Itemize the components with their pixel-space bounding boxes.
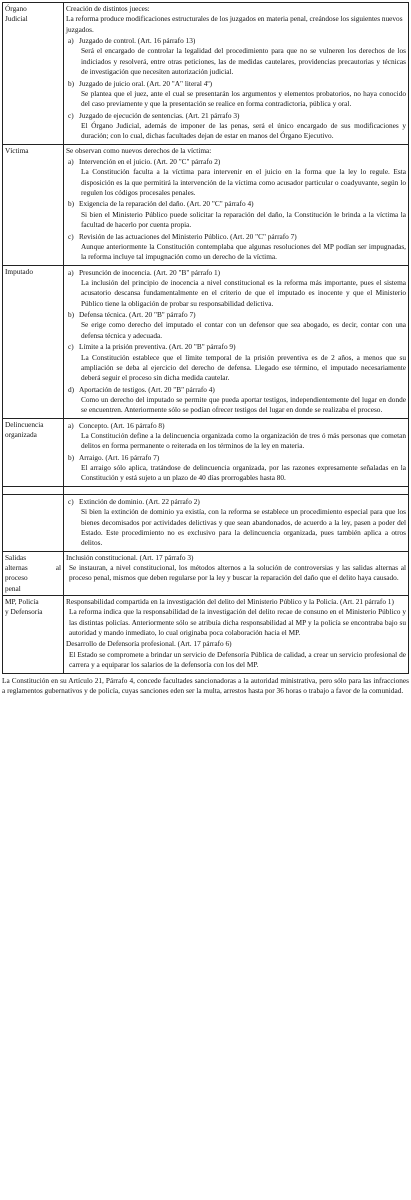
row-category-label: penal <box>5 583 21 593</box>
gap-cell <box>64 486 409 494</box>
list-item <box>66 310 406 320</box>
list-item-marker: a) <box>68 157 74 167</box>
row-category-label: Judicial <box>5 14 28 24</box>
list-item <box>66 342 406 352</box>
list-item <box>66 232 406 242</box>
list-item-marker: b) <box>68 310 75 320</box>
list-item <box>66 157 406 167</box>
subsection-title: Responsabilidad compartida en la investigación del delito del Ministerio Público y la Policía. (Art. 21 párrafo 1) <box>66 597 394 607</box>
list-item-title: Arraigo. (Art. 16 párrafo 7) <box>79 452 160 462</box>
list-item-title: Juzgado de control. (Art. 16 párrafo 13) <box>79 36 196 46</box>
footnote: La Constitución en su Artículo 21, Párrafo 4, concede facultades sancionadoras a la autoridad ministrativa, pero sólo para las infracciones a reglamentos gubernativos y de policía, cuyas sanciones eden ser la multa, arrestos hasta por 36 horas o trabajo a favor de la comunidad. <box>2 675 409 695</box>
row-content-cell <box>64 551 409 595</box>
list-item-title: Juzgado de juicio oral. (Art. 20 "A" literal 4º) <box>79 78 213 88</box>
list-item <box>66 268 406 278</box>
reform-table-body <box>3 3 409 674</box>
list-item-title: Aportación de testigos. (Art. 20 "B" párrafo 4) <box>79 384 215 394</box>
row-category-cell <box>3 144 64 265</box>
row-content-cell <box>64 265 409 418</box>
row-content-cell <box>64 494 409 551</box>
list-item <box>66 111 406 121</box>
list-item-description: La Constitución faculta a la víctima para intervenir en el juicio en la forma que la ley lo regule. Esta disposición es la que permitirá la intervención de la víctima como acusador particular o coadyuvante, según lo regulen los códigos procesales penales. <box>81 167 406 198</box>
row-category-label: alternas al <box>5 562 61 572</box>
list-item-description: Será el encargado de controlar la legalidad del procedimiento para que no se vulneren los derechos de los indiciados y resolverá, entre otras peticiones, las de medidas cautelares, providencias precautorias y técnicas de investigación que necesiten autorización judicial. <box>81 46 406 77</box>
list-item-title: Exigencia de la reparación del daño. (Art. 20 "C" párrafo 4) <box>79 199 254 209</box>
table-row <box>3 418 409 486</box>
list-item-marker: a) <box>68 36 74 46</box>
list-item-marker: b) <box>68 199 75 209</box>
gap-cell <box>3 486 64 494</box>
row-category-label: organizada <box>5 430 37 440</box>
list-item <box>66 36 406 46</box>
row-category-label: Órgano <box>5 4 27 13</box>
list-item <box>66 453 406 463</box>
list-item-marker: c) <box>68 496 74 506</box>
table-gap <box>3 486 409 494</box>
row-category-label: proceso <box>5 573 28 583</box>
list-item-marker: c) <box>68 110 74 120</box>
list-item <box>66 79 406 89</box>
list-item-title: Intervención en el juicio. (Art. 20 "C" párrafo 2) <box>79 157 221 167</box>
row-content-cell <box>64 596 409 674</box>
list-item-marker: c) <box>68 231 74 241</box>
list-item-description: Se erige como derecho del imputado el contar con un defensor que sea abogado, es decir, contar con una defensa técnica y adecuada. <box>81 320 406 340</box>
list-item-title: Revisión de las actuaciones del Ministerio Público. (Art. 20 "C" párrafo 7) <box>79 231 297 241</box>
row-category-label: y Defensoría <box>5 607 43 617</box>
row-category-label: Imputado <box>5 266 33 276</box>
row-category-cell <box>3 596 64 674</box>
row-heading: Se observan como nuevos derechos de la víctima: <box>66 145 212 155</box>
list-item-title: Límite a la prisión preventiva. (Art. 20 "B" párrafo 9) <box>79 342 236 352</box>
row-heading: Creación de distintos jueces: <box>66 4 150 13</box>
table-row <box>3 3 409 145</box>
list-item-marker: d) <box>68 384 75 394</box>
row-category-cell <box>3 494 64 551</box>
list-item-marker: a) <box>68 267 74 277</box>
row-category-cell <box>3 3 64 145</box>
row-content-cell <box>64 418 409 486</box>
table-row <box>3 596 409 674</box>
subsection-description: El Estado se compromete a brindar un servicio de Defensoría Pública de calidad, a crear un servicio profesional de carrera y a equiparar los salarios de la defensoría con los del MP. <box>69 649 406 670</box>
table-row <box>3 144 409 265</box>
subsection-description: Se instauran, a nivel constitucional, los métodos alternos a la solución de controversias y las salidas alternas al proceso penal, mismos que deben regularse por la ley y buscar la reparación del daño que el delito haya causado. <box>69 562 406 583</box>
list-item-marker: b) <box>68 78 75 88</box>
list-item-description: La Constitución define a la delincuencia organizada como la organización de tres ó más personas que cometan delitos en forma permanente o reiterada en los términos de la ley en materia. <box>81 431 406 451</box>
list-item-title: Extinción de dominio. (Art. 22 párrafo 2) <box>79 496 200 506</box>
list-item <box>66 421 406 431</box>
list-item-description: El arraigo sólo aplica, tratándose de delincuencia organizada, por las razones expresamente señaladas en la Constitución y está sujeto a un plazo de 40 días prorrogables hasta 80. <box>81 463 406 483</box>
row-category-cell <box>3 265 64 418</box>
row-content-cell <box>64 3 409 145</box>
subsection-description: La reforma indica que la responsabilidad de la investigación del delito recae de consuno en el Ministerio Público y las distintas policías. Anteriormente sólo se atribuía dicha responsabilidad al MP y la policía se encontraba bajo su autoridad y mando inmediato, lo cual originaba poca colaboración hacia el MP. <box>69 607 406 638</box>
list-item-marker: b) <box>68 452 75 462</box>
list-item-description: Se plantea que el juez, ante el cual se presentarán los argumentos y elementos probatorios, no haya conocido del caso previamente y que la presentación se realice en forma contradictoria, pública y oral. <box>81 88 406 109</box>
table-row <box>3 494 409 551</box>
list-item-marker: c) <box>68 342 74 352</box>
list-item-description: La Constitución establece que el límite temporal de la prisión preventiva es de 2 años, a menos que su ampliación se deba al ejercicio del derecho de defensa. Llegado ese término, el imputado necesariamente deberá seguir el proceso sin dicha medida cautelar. <box>81 352 406 383</box>
row-category-cell <box>3 551 64 595</box>
list-item-description: Si bien la extinción de dominio ya existía, con la reforma se establece un procedimiento especial para que los bienes decomisados por actividades delictivas y que sean abandonados, de acuerdo a la ley, pasen a poder del Estado. Este procedimiento no es exclusivo para la delincuencia organizada, pues también aplica a otros delitos. <box>81 507 406 548</box>
subsection-title: Inclusión constitucional. (Art. 17 párrafo 3) <box>66 552 194 562</box>
row-category-label: Delincuencia <box>5 419 44 429</box>
table-row <box>3 265 409 418</box>
row-content-cell <box>64 144 409 265</box>
row-category-label: Salidas <box>5 552 27 562</box>
list-item-title: Presunción de inocencia. (Art. 20 "B" párrafo 1) <box>79 267 221 277</box>
reform-table <box>2 2 409 674</box>
row-category-cell <box>3 418 64 486</box>
list-item <box>66 385 406 395</box>
list-item-description: La inclusión del principio de inocencia a nivel constitucional es la reforma más importante, pues el sistema acusatorio descansa fundamentalmente en el criterio de que el imputado es inocente y que el Ministerio Público tiene la obligación de probar su responsabilidad delictiva. <box>81 277 406 308</box>
row-category-label: MP, Policía <box>5 597 39 607</box>
table-row <box>3 551 409 595</box>
list-item-marker: a) <box>68 420 74 430</box>
list-item-description: Aunque anteriormente la Constitución contemplaba que algunas resoluciones del MP podían ser impugnadas, la reforma incluye tal impugnación como un derecho de la víctima. <box>81 241 406 262</box>
row-category-label: Víctima <box>5 145 29 155</box>
list-item-description: Si bien el Ministerio Público puede solicitar la reparación del daño, la Constitución le brinda a la víctima la facultad de hacerlo por cuenta propia. <box>81 209 406 230</box>
list-item-title: Defensa técnica. (Art. 20 "B" párrafo 7) <box>79 310 196 320</box>
subsection-title: Desarrollo de Defensoría profesional. (Art. 17 párrafo 6) <box>66 639 232 649</box>
list-item <box>66 497 406 507</box>
list-item <box>66 199 406 209</box>
row-intro: La reforma produce modificaciones estructurales de los juzgados en materia penal, creándose los siguientes nuevos juzgados. <box>66 14 403 34</box>
list-item-description: Como un derecho del imputado se permite que pueda aportar testigos, independientemente del lugar en donde se encuentren. Anteriormente sólo se podían ofrecer testigos del lugar en donde se realizaba el proceso. <box>81 394 406 415</box>
list-item-title: Juzgado de ejecución de sentencias. (Art. 21 párrafo 3) <box>79 110 240 120</box>
list-item-description: El Órgano Judicial, además de imponer de las penas, será el único encargado de sus modificaciones y duración; con lo cual, dichas facultades dejan de estar en manos del Órgano Ejecutivo. <box>81 120 406 141</box>
list-item-title: Concepto. (Art. 16 párrafo 8) <box>79 420 165 430</box>
